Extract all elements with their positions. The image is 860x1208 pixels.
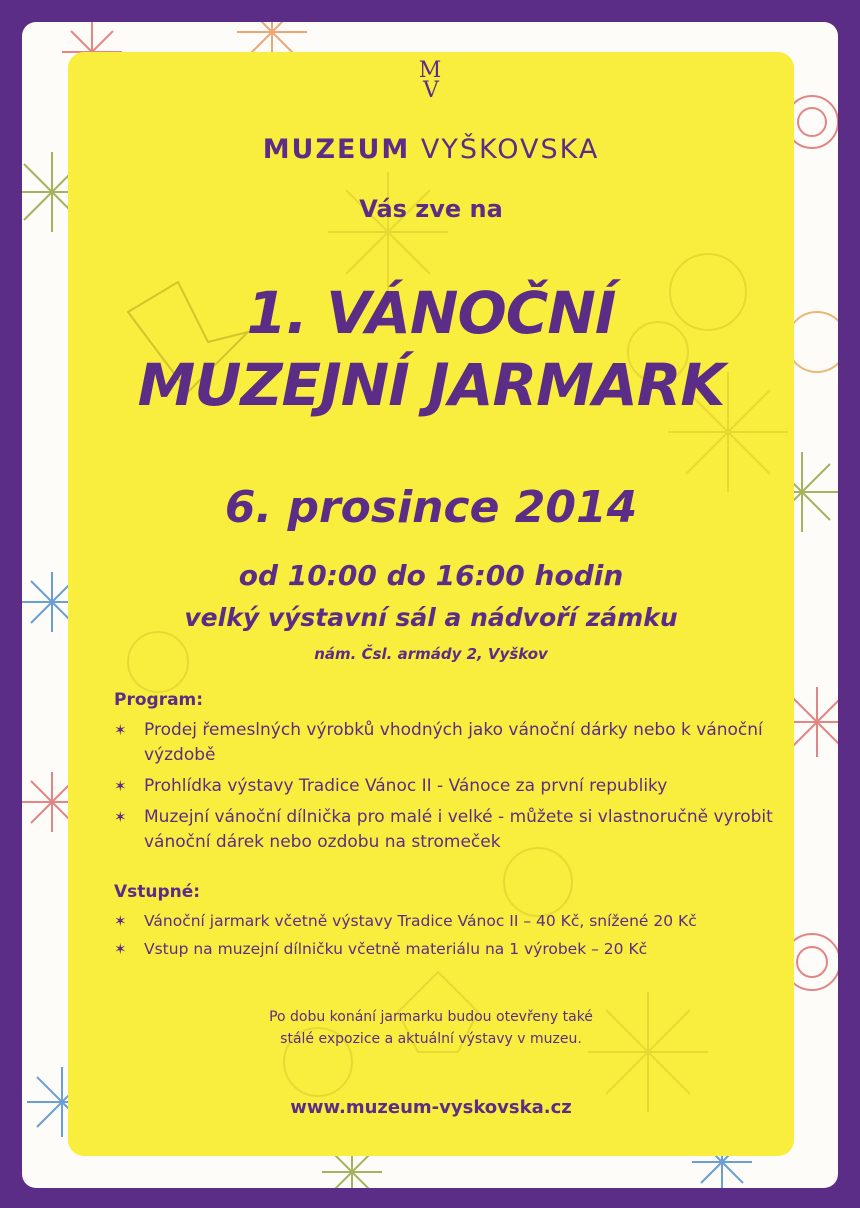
asterisk-bullet-icon: ✶ — [114, 912, 127, 930]
asterisk-bullet-icon: ✶ — [114, 721, 127, 739]
yellow-content-panel — [68, 52, 794, 1156]
invite-text: Vás zve na — [359, 195, 503, 223]
event-title-line1: 1. VÁNOČNÍ — [246, 279, 616, 347]
list-item — [114, 910, 774, 932]
asterisk-bullet-icon: ✶ — [114, 777, 127, 795]
museum-logo-mark — [68, 60, 794, 102]
admission-item-text: Vstup na muzejní dílničku včetně materiálu na 1 výrobek – 20 Kč — [144, 940, 648, 958]
event-venue: velký výstavní sál a nádvoří zámku — [184, 603, 678, 632]
opening-note — [68, 1006, 794, 1050]
list-item — [114, 805, 774, 855]
museum-name — [68, 134, 794, 165]
program-list — [114, 718, 774, 855]
list-item — [114, 774, 774, 799]
list-item — [114, 938, 774, 960]
program-heading: Program: — [114, 690, 204, 710]
admission-item-text: Vánoční jarmark včetně výstavy Tradice Vánoc II – 40 Kč, snížené 20 Kč — [144, 912, 697, 930]
event-title — [68, 277, 794, 421]
asterisk-bullet-icon: ✶ — [114, 940, 127, 958]
event-address: nám. Čsl. armády 2, Vyškov — [314, 645, 548, 663]
opening-note-line1: Po dobu konání jarmarku budou otevřeny také — [269, 1009, 593, 1025]
admission-section — [114, 882, 774, 966]
program-item-text: Prodej řemeslných výrobků vhodných jako vánoční dárky nebo k vánoční výzdobě — [144, 720, 763, 765]
event-title-line2: MUZEJNÍ JARMARK — [137, 351, 725, 419]
logo-mark-v: V — [423, 78, 439, 103]
logo-mark-m: M — [418, 58, 444, 83]
website-link[interactable]: www.muzeum-vyskovska.cz — [290, 1097, 572, 1118]
list-item — [114, 718, 774, 768]
museum-name-regular: VYŠKOVSKA — [420, 134, 600, 165]
event-date: 6. prosince 2014 — [224, 482, 638, 533]
museum-name-bold: MUZEUM — [262, 134, 411, 165]
asterisk-bullet-icon: ✶ — [114, 808, 127, 826]
program-item-text: Muzejní vánoční dílnička pro malé i velké - můžete si vlastnoručně vyrobit vánoční dárek nebo ozdobu na stromeček — [144, 807, 773, 852]
admission-list — [114, 910, 774, 960]
event-time: od 10:00 do 16:00 hodin — [238, 559, 624, 592]
program-section — [114, 690, 774, 861]
admission-heading: Vstupné: — [114, 882, 201, 902]
program-item-text: Prohlídka výstavy Tradice Vánoc II - Vánoce za první republiky — [144, 776, 668, 796]
opening-note-line2: stálé expozice a aktuální výstavy v muzeu. — [280, 1031, 582, 1047]
poster-content — [68, 52, 794, 1156]
